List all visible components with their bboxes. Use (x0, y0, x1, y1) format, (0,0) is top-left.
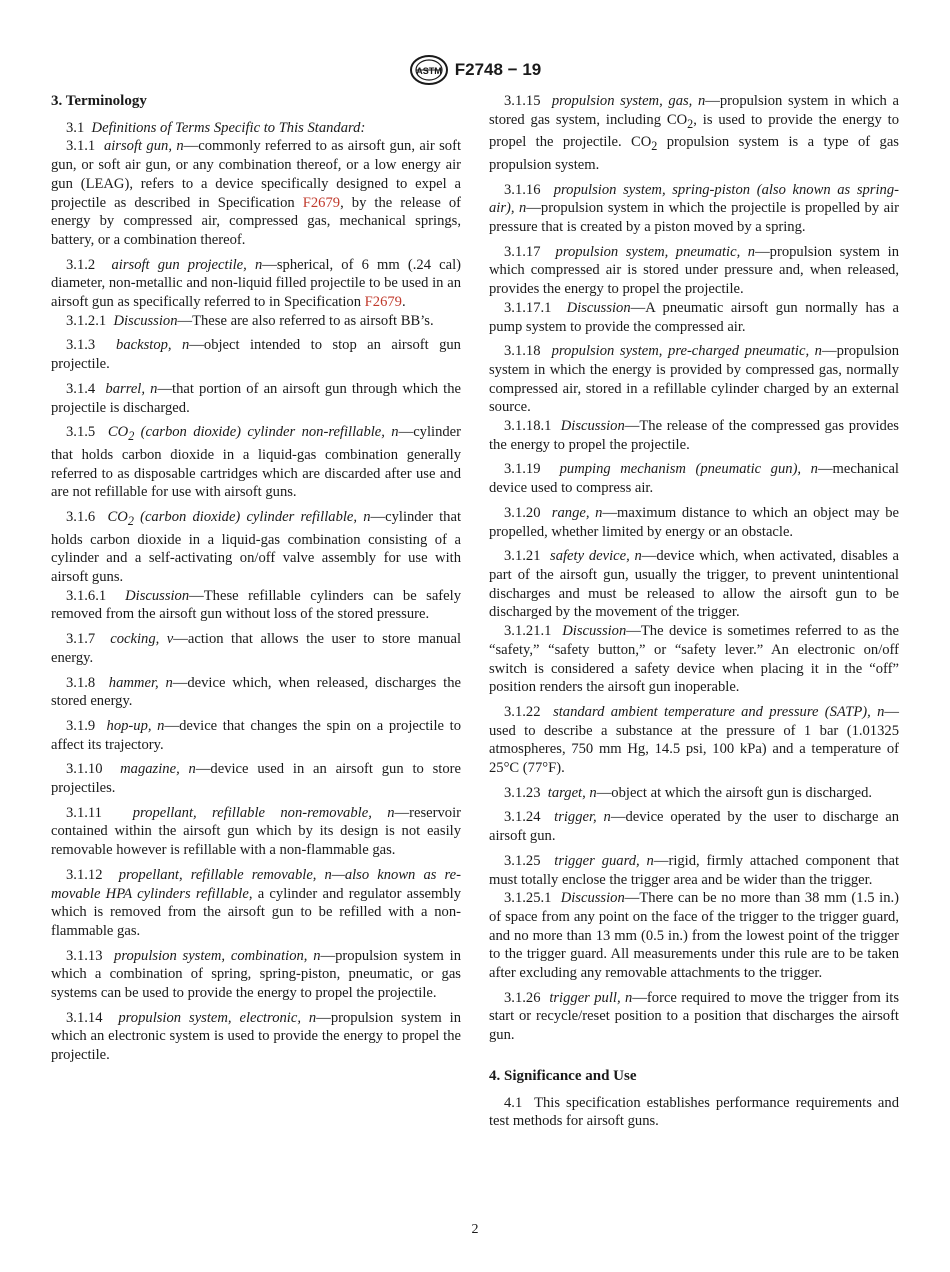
definition-3-1-21: 3.1.21 safety device, n—device which, when activated, disables a part of the airsoft gun, usually the trigger, to prevent unintentional discharges and must be released to allow the airsoft gun to be discharged by the movement of the trigger. (489, 548, 900, 621)
definition-3-1-15: 3.1.15 propulsion system, gas, n—propulsion system in which a stored gas system, including $CO_2$, is used to provide the energy to propel the projectile. $CO_2$ propulsion system is a type of gas propulsion system. (489, 93, 899, 173)
left-column (51, 92, 461, 1071)
section-heading-terminology: 3. Terminology (51, 93, 147, 109)
definition-3-1-19: 3.1.19 pumping mechanism (pneumatic gun), n—mechanical device used to compress air. (489, 461, 899, 497)
definition-3-1-13: 3.1.13 propulsion system, combination, n—propulsion system in which a combination of spring, spring-piston, pneumatic, or gas systems can be used to provide the energy to propel the projectile. (51, 947, 461, 1002)
definition-3-1-17: 3.1.17 propulsion system, pneumatic, n—propulsion system in which compressed air is stored under pressure and, when released, provides the energy to propel the projectile. (489, 243, 900, 298)
definition-3-1-6: 3.1.6 $CO_2$ (carbon dioxide) cylinder refillable, n—cylinder that holds carbon dioxide in a liquid-gas combination consisting of a cylinder and a self-activating on/off valve assembly for use with airsoft guns. (51, 508, 461, 585)
definition-3-1-3: 3.1.3 backstop, n—object intended to stop an airsoft gun projectile. (51, 337, 461, 373)
definition-3-1-4: 3.1.4 barrel, n—that portion of an airsoft gun through which the projectile is discharged. (51, 380, 461, 416)
definition-3-1-18: 3.1.18 propulsion system, pre-charged pneumatic, n—propulsion system in which the energy is provided by compressed gas, normally compressed air, stored in a refillable cylinder charged by an external source. (489, 343, 899, 416)
spec-link-f2679[interactable]: F2679 (302, 194, 341, 211)
page-header (0, 52, 950, 88)
definition-3-1-25: 3.1.25 trigger guard, n—rigid, firmly attached component that must totally enclose the trigger area and be wider than the trigger. (489, 852, 900, 888)
definition-3-1-20: 3.1.20 range, n—maximum distance to which an object may be propelled, whether limited by energy or an obstacle. (489, 504, 899, 540)
definition-3-1-1: 3.1.1 airsoft gun, n—commonly referred to as airsoft gun, air soft gun, or soft air gun, or any combination thereof, or a low energy air gun (LEAG), refers to a device specifically designed to expel a projectile as described in Specification F2679, by the release of energy by compressed air, compressed gas, mechanical springs, battery, or a combination thereof. (51, 138, 462, 248)
definition-3-1-22: 3.1.22 standard ambient temperature and pressure (SATP), n—used to describe a substance at the pressure of 1 bar (1.01325 atmospheres, 750 mm Hg, 14.5 psi, 100 kPa) and a temperature of 25°C (77°F). (489, 703, 899, 777)
spec-link-f2679[interactable]: F2679 (364, 294, 402, 311)
discussion-3-1-21-1: 3.1.21.1 Discussion—The device is sometimes referred to as the “safety,” “safety button,” or “safety lever.” An electronic on/off switch is considered a safety device when placing it in the “off” position renders the airsoft gun inoperable. (489, 623, 899, 696)
discussion-3-1-17-1: 3.1.17.1 Discussion—A pneumatic airsoft gun normally has a pump system to provide the compressed air. (489, 299, 900, 335)
definition-3-1-24: 3.1.24 trigger, n—device operated by the user to discharge an airsoft gun. (489, 809, 900, 845)
logo-text: ASTM (416, 66, 442, 76)
definition-3-1-7: 3.1.7 cocking, v—action that allows the user to store manual energy. (51, 631, 462, 666)
page-number: 2 (471, 1222, 479, 1237)
definition-3-1-8: 3.1.8 hammer, n—device which, when released, discharges the stored energy. (51, 674, 461, 710)
definition-3-1-10: 3.1.10 magazine, n—device used in an airsoft gun to store projectiles. (51, 761, 461, 797)
definition-3-1-2: 3.1.2 airsoft gun projectile, n—spherical, of 6 mm (.24 cal) diameter, non-metallic and non-liquid filled projectile to be used in an airsoft gun as specifically referred to in Specification F2679. (51, 256, 462, 311)
discussion-3-1-2-1: 3.1.2.1 Discussion—These are also referred to as airsoft BB’s. (66, 312, 434, 329)
definition-3-1-26: 3.1.26 trigger pull, n—force required to move the trigger from its start or recycle/reset position to a position that discharges the airsoft gun. (489, 989, 900, 1044)
section-heading-significance: 4. Significance and Use (489, 1067, 637, 1084)
definition-3-1-11: 3.1.11 propellant, refillable non-removable, n—reservoir contained within the airsoft gun which by its design is not easily removable however is refillable with a non-flammable gas. (51, 804, 461, 859)
subsection-3-1: 3.1 Definitions of Terms Specific to This Standard: (66, 119, 366, 136)
definition-3-1-5: 3.1.5 $CO_2$ (carbon dioxide) cylinder non-refillable, n—cylinder that holds carbon dioxide in a liquid-gas combination generally referred to as disposable cartridges which are discarded after use and are not refillable for use with airsoft guns. (51, 424, 462, 501)
definition-3-1-9: 3.1.9 hop-up, n—device that changes the spin on a projectile to affect its trajectory. (51, 717, 461, 753)
definition-3-1-12: 3.1.12 propellant, refillable removable, n—also known as re-movable HPA cylinders refillable, a cylinder and regulator assembly which is removed from the airsoft gun to be refilled with a non-flammable gas. (51, 866, 462, 939)
definition-3-1-14: 3.1.14 propulsion system, electronic, n—propulsion system in which an electronic system is used to provide the energy to propel the projectile. (51, 1009, 462, 1064)
paragraph-4-1: 4.1 This specification establishes performance requirements and test methods for airsoft guns. (489, 1094, 899, 1130)
discussion-3-1-18-1: 3.1.18.1 Discussion—The release of the compressed gas provides the energy to propel the projectile. (489, 418, 899, 453)
discussion-3-1-25-1: 3.1.25.1 Discussion—There can be no more than 38 mm (1.5 in.) of space from any point on the face of the trigger to the trigger guard, and no more than 13 mm (0.5 in.) from the lowest point of the trigger to the trigger guard. All measurements under this rule are to be taken after excluding any removable attachments to the trigger. (489, 890, 900, 982)
definition-3-1-16: 3.1.16 propulsion system, spring-piston (also known as spring-air), n—propulsion system in which the projectile is propelled by air pressure that is created by a piston moved by a spring. (489, 181, 900, 236)
astm-logo-icon (409, 54, 449, 86)
right-column (489, 92, 899, 1137)
document-number: F2748 − 19 (454, 60, 542, 79)
definition-3-1-23: 3.1.23 target, n—object at which the airsoft gun is discharged. (504, 784, 873, 801)
discussion-3-1-6-1: 3.1.6.1 Discussion—These refillable cylinders can be safely removed from the airsoft gun without loss of the stored pressure. (51, 587, 461, 623)
